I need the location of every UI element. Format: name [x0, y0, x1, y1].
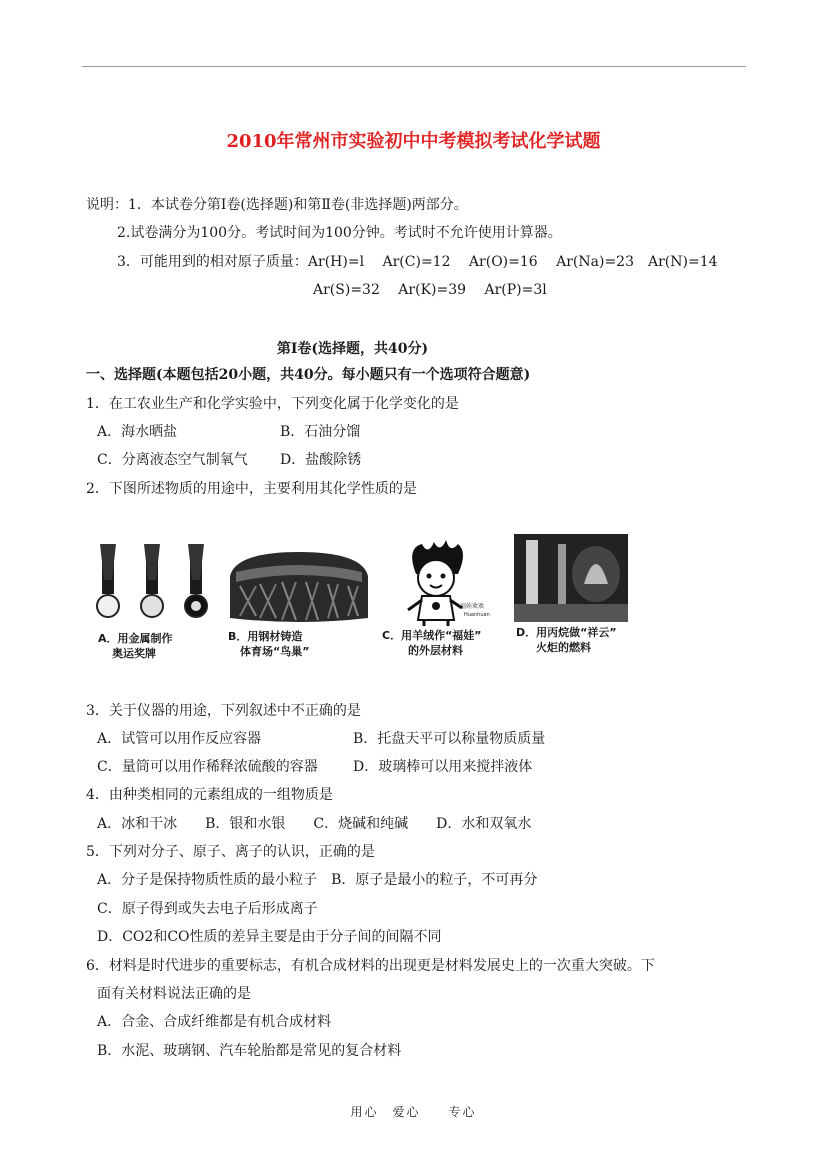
question-6-stem-line-1: 6．材料是时代进步的重要标志，有机合成材料的出现更是材料发展史上的一次重大突破。下 — [86, 958, 655, 974]
section-heading: 一、选择题(本题包括20小题，共40分。每小题只有一个选项符合题意) — [86, 367, 531, 383]
question-1-option-c: C．分离液态空气制氧气 — [97, 452, 248, 468]
question-4-options: A．冰和干冰 B．银和水银 C．烧碱和纯碱 D．水和双氧水 — [97, 816, 532, 832]
question-1-option-b: B．石油分馏 — [280, 424, 361, 440]
page-footer: 用心 爱心 专心 — [350, 1105, 477, 1119]
question-6-option-b: B．水泥、玻璃钢、汽车轮胎都是常见的复合材料 — [97, 1043, 402, 1059]
question-3-option-b: B．托盘天平可以称量物质质量 — [353, 731, 546, 747]
question-2-stem: 2．下图所述物质的用途中，主要利用其化学性质的是 — [86, 481, 417, 497]
question-3-option-a: A．试管可以用作反应容器 — [97, 731, 262, 747]
figure-a-caption-line-1: A．用金属制作 — [98, 632, 173, 645]
fuwa-tag-latin: Huanhuan — [464, 612, 490, 618]
question-5-options-ab: A．分子是保持物质性质的最小粒子 B．原子是最小的粒子，不可再分 — [97, 872, 538, 888]
question-5-stem: 5．下列对分子、原子、离子的认识，正确的是 — [86, 844, 375, 860]
fuwa-tag: 福娃欢欢 — [460, 603, 485, 610]
section-title: 第Ⅰ卷(选择题，共40分) — [276, 341, 429, 357]
question-1-option-a: A．海水晒盐 — [97, 424, 178, 440]
instructions-line-4: Ar(S)=32 Ar(K)=39 Ar(P)=3l — [313, 282, 547, 298]
page-title: 2010年常州市实验初中中考模拟考试化学试题 — [226, 131, 601, 152]
question-1-stem: 1．在工农业生产和化学实验中，下列变化属于化学变化的是 — [86, 396, 459, 412]
instructions-line-1: 说明：1．本试卷分第Ⅰ卷(选择题)和第Ⅱ卷(非选择题)两部分。 — [86, 197, 468, 213]
question-3-option-c: C．量筒可以用作稀释浓硫酸的容器 — [97, 759, 318, 775]
question-6-option-a: A．合金、合成纤维都是有机合成材料 — [97, 1014, 332, 1030]
question-3-stem: 3．关于仪器的用途，下列叙述中不正确的是 — [86, 703, 361, 719]
figure-b-caption-line-2: 体育场“鸟巢” — [240, 645, 310, 658]
figure-c-caption-line-1: C．用羊绒作“福娃” — [382, 629, 482, 642]
figure-d-caption-line-1: D．用丙烷做“祥云” — [516, 626, 617, 639]
question-1-option-d: D．盐酸除锈 — [280, 452, 362, 468]
question-5-option-c: C．原子得到或失去电子后形成离子 — [97, 901, 318, 917]
torch-picture — [514, 534, 628, 622]
figure-b-caption-line-1: B．用钢材铸造 — [228, 630, 303, 643]
fuwa-mascot-picture — [388, 538, 498, 628]
question-3-option-d: D．玻璃棒可以用来搅拌液体 — [353, 759, 533, 775]
medals-picture — [94, 540, 220, 630]
question-6-stem-line-2: 面有关材料说法正确的是 — [97, 986, 251, 1002]
figure-d-caption-line-2: 火炬的燃料 — [536, 641, 591, 654]
instructions-line-2: 2.试卷满分为100分。考试时间为100分钟。考试时不允许使用计算器。 — [117, 225, 562, 241]
figure-a-caption-line-2: 奥运奖牌 — [112, 647, 156, 660]
birds-nest-picture — [226, 546, 372, 626]
instructions-line-3: 3．可能用到的相对原子质量：Ar(H)=l Ar(C)=12 Ar(O)=16 Ar(Na)=23 Ar(N)=14 — [117, 254, 718, 270]
question-4-stem: 4．由种类相同的元素组成的一组物质是 — [86, 787, 333, 803]
figure-c-caption-line-2: 的外层材料 — [408, 644, 463, 657]
question-5-option-d: D．CO2和CO性质的差异主要是由于分子间的间隔不同 — [97, 929, 442, 945]
header-rule — [82, 66, 746, 67]
